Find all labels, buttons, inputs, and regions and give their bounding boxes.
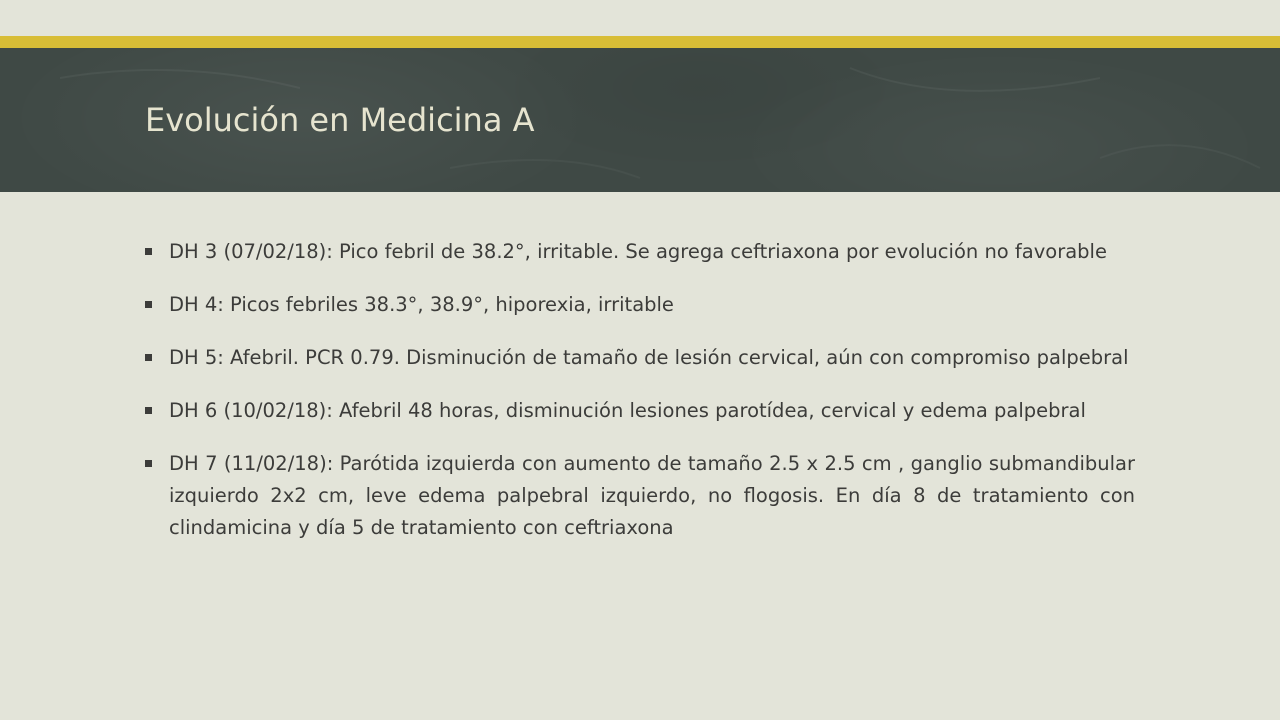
accent-bar — [0, 36, 1280, 48]
bullet-item — [145, 236, 1135, 268]
square-bullet-icon — [145, 460, 152, 467]
square-bullet-icon — [145, 354, 152, 361]
bullet-text: DH 7 (11/02/18): Parótida izquierda con aumento de tamaño 2.5 x 2.5 cm , ganglio submandibular izquierdo 2x2 cm, leve edema palpebral izquierdo, no flogosis. En día 8 de tratamiento con clindamicina y día 5 de tratamiento con ceftriaxona — [169, 452, 1135, 539]
slide-title: Evolución en Medicina A — [145, 101, 535, 139]
square-bullet-icon — [145, 301, 152, 308]
bullet-item — [145, 395, 1135, 427]
square-bullet-icon — [145, 248, 152, 255]
bullet-list — [145, 236, 1135, 565]
square-bullet-icon — [145, 407, 152, 414]
bullet-text: DH 3 (07/02/18): Pico febril de 38.2°, irritable. Se agrega ceftriaxona por evolución no favorable — [169, 240, 1107, 263]
bullet-item — [145, 289, 1135, 321]
bullet-item — [145, 448, 1135, 544]
bullet-text: DH 6 (10/02/18): Afebril 48 horas, disminución lesiones parotídea, cervical y edema palpebral — [169, 399, 1086, 422]
bullet-text: DH 4: Picos febriles 38.3°, 38.9°, hiporexia, irritable — [169, 293, 674, 316]
bullet-text: DH 5: Afebril. PCR 0.79. Disminución de tamaño de lesión cervical, aún con compromiso palpebral — [169, 346, 1129, 369]
bullet-item — [145, 342, 1135, 374]
